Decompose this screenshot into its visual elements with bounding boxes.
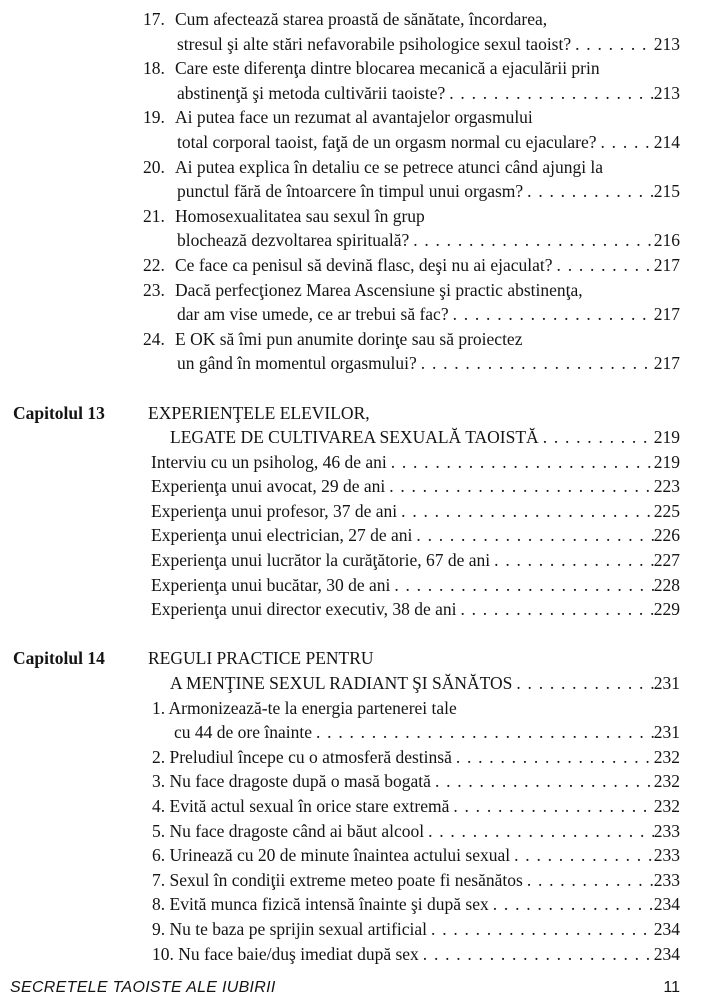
- page-ref: 217: [653, 304, 680, 325]
- entry-text: Experienţa unui profesor, 37 de ani: [151, 500, 398, 521]
- dot-leader: [514, 843, 654, 868]
- toc-question-18: [0, 56, 680, 81]
- section-spacer: [0, 622, 680, 647]
- page-ref: 213: [653, 33, 680, 54]
- question-number: 19.: [143, 107, 165, 128]
- question-text: E OK să îmi pun anumite dorinţe sau să proiectez: [175, 328, 523, 349]
- question-text: Ai putea explica în detaliu ce se petrece atunci când ajungi la: [175, 156, 604, 177]
- entry-text: 4. Evită actul sexual în orice stare extremă: [152, 796, 450, 816]
- chapter-label: Capitolul 13: [13, 402, 105, 423]
- question-text-cont: stresul şi alte stări nefavorabile psihologice sexul taoist?: [177, 33, 572, 54]
- chapter-label: Capitolul 14: [13, 648, 105, 669]
- question-text-cont: total corporal taoist, faţă de un orgasm normal cu ejaculare?: [177, 131, 597, 152]
- question-text-cont: un gând în momentul orgasmului?: [177, 353, 417, 374]
- chapter-13-heading: [0, 401, 680, 426]
- toc-question-17: [0, 7, 680, 32]
- toc-entry-bucatar: [0, 573, 680, 598]
- dot-leader: [543, 425, 654, 450]
- chapter-title: REGULI PRACTICE PENTRU: [148, 648, 374, 669]
- page-ref: 219: [653, 427, 680, 448]
- dot-leader: [494, 548, 654, 573]
- dot-leader: [428, 819, 654, 844]
- question-text-cont: dar am vise umede, ce ar trebui să fac?: [177, 304, 449, 325]
- question-text: Cum afectează starea proastă de sănătate, încordarea,: [175, 9, 548, 29]
- question-number: 24.: [143, 328, 165, 349]
- dot-leader: [456, 745, 654, 770]
- dot-leader: [557, 253, 654, 278]
- toc-entry-profesor: [0, 499, 680, 524]
- toc-question-20: [0, 155, 680, 180]
- page-ref: 215: [653, 181, 680, 202]
- page-ref: 234: [653, 894, 680, 915]
- page-ref: 216: [653, 230, 680, 251]
- entry-text: Experienţa unui lucrător la curăţătorie, 67 de ani: [151, 550, 491, 571]
- toc-entry-lucrator: [0, 548, 680, 573]
- page-ref: 231: [653, 673, 680, 694]
- toc-question-18-cont: [0, 81, 680, 106]
- toc-question-17-cont: [0, 32, 680, 57]
- toc-rule-3: [0, 769, 680, 794]
- toc-question-19-cont: [0, 130, 680, 155]
- entry-text: Experienţa unui avocat, 29 de ani: [151, 476, 386, 497]
- dot-leader: [435, 769, 654, 794]
- page-ref: 232: [653, 796, 680, 816]
- page-ref: 227: [653, 550, 680, 571]
- page-ref: 231: [653, 722, 680, 743]
- page-ref: 234: [653, 943, 680, 964]
- page-ref: 223: [653, 476, 680, 497]
- question-text: Ai putea face un rezumat al avantajelor orgasmului: [175, 107, 533, 128]
- folio-page-number: 11: [663, 979, 680, 996]
- entry-text: 9. Nu te baza pe sprijin sexual artificial: [152, 918, 428, 939]
- toc-question-21-cont: [0, 228, 680, 253]
- entry-text: 6. Urinează cu 20 de minute înaintea actului sexual: [152, 845, 511, 866]
- question-number: 22.: [143, 254, 165, 275]
- page-ref: 229: [653, 599, 680, 620]
- chapter-14-heading: [0, 646, 680, 671]
- page-ref: 217: [653, 353, 680, 374]
- question-text-cont: blochează dezvoltarea spirituală?: [177, 230, 410, 251]
- entry-text-cont: cu 44 de ore înainte: [174, 722, 313, 743]
- entry-text: 1. Armonizează-te la energia partenerei tale: [152, 697, 457, 718]
- toc-rule-1-cont: [0, 720, 680, 745]
- page-ref: 219: [653, 451, 680, 472]
- dot-leader: [516, 671, 653, 696]
- dot-leader: [601, 130, 654, 155]
- entry-text: Experienţa unui electrician, 27 de ani: [151, 525, 413, 546]
- page-ref: 225: [653, 500, 680, 521]
- entry-text: 5. Nu face dragoste când ai băut alcool: [152, 820, 425, 841]
- page-ref: 213: [653, 82, 680, 103]
- question-text: Care este diferenţa dintre blocarea mecanică a ejaculării prin: [175, 58, 600, 79]
- dot-leader: [391, 450, 654, 475]
- dot-leader: [401, 499, 654, 524]
- toc-question-23-cont: [0, 302, 680, 327]
- chapter-title: EXPERIENŢELE ELEVILOR,: [148, 402, 370, 423]
- page-ref: 214: [653, 131, 680, 152]
- dot-leader: [416, 523, 653, 548]
- page-ref: 233: [653, 845, 680, 866]
- question-text-cont: abstinenţă şi metoda cultivării taoiste?: [177, 82, 446, 103]
- page-ref: 217: [653, 254, 680, 275]
- entry-text: 7. Sexul în condiţii extreme meteo poate fi nesănătos: [152, 869, 523, 890]
- toc-rule-7: [0, 868, 680, 893]
- toc-entry-interviu-psiholog: [0, 450, 680, 475]
- entry-text: 2. Preludiul începe cu o atmosferă destinsă: [152, 746, 452, 767]
- dot-leader: [431, 917, 654, 942]
- entry-text: Experienţa unui director executiv, 38 de ani: [151, 599, 457, 620]
- dot-leader: [394, 573, 653, 598]
- toc-entry-avocat: [0, 474, 680, 499]
- dot-leader: [316, 720, 654, 745]
- entry-text: 10. Nu face baie/duş imediat după sex: [152, 943, 419, 964]
- dot-leader: [527, 868, 654, 893]
- section-spacer: [0, 376, 680, 401]
- question-text: Homosexualitatea sau sexul în grup: [175, 205, 425, 226]
- dot-leader: [493, 892, 654, 917]
- dot-leader: [389, 474, 654, 499]
- dot-leader: [413, 228, 654, 253]
- page-ref: 234: [653, 918, 680, 939]
- running-title: SECRETELE TAOISTE ALE IUBIRII: [10, 979, 276, 996]
- toc-question-22: [0, 253, 680, 278]
- chapter-title-cont: A MENŢINE SEXUL RADIANT ŞI SĂNĂTOS: [170, 673, 513, 694]
- toc-rule-10: [0, 942, 680, 967]
- question-text: Dacă perfecţionez Marea Ascensiune şi practic abstinenţa,: [175, 279, 583, 300]
- chapter-13-heading-cont: [0, 425, 680, 450]
- chapter-14-heading-cont: [0, 671, 680, 696]
- question-text: Ce face ca penisul să devină flasc, deşi nu ai ejaculat?: [175, 254, 553, 275]
- chapter-title-cont: LEGATE DE CULTIVAREA SEXUALĂ TAOISTĂ: [170, 427, 539, 448]
- toc-entry-electrician: [0, 523, 680, 548]
- page-ref: 232: [653, 771, 680, 792]
- entry-text: Experienţa unui bucătar, 30 de ani: [151, 574, 391, 595]
- entry-text: 8. Evită munca fizică intensă înainte şi după sex: [152, 894, 489, 915]
- toc-rule-5: [0, 819, 680, 844]
- question-number: 23.: [143, 279, 165, 300]
- dot-leader: [449, 81, 653, 106]
- dot-leader: [575, 32, 654, 57]
- page-ref: 233: [653, 820, 680, 841]
- toc-entry-director: [0, 597, 680, 622]
- toc-question-23: [0, 278, 680, 303]
- question-number: 17.: [143, 9, 165, 29]
- entry-text: Interviu cu un psiholog, 46 de ani: [151, 451, 387, 472]
- toc-question-20-cont: [0, 179, 680, 204]
- page-ref: 228: [653, 574, 680, 595]
- question-number: 21.: [143, 205, 165, 226]
- entry-text: 3. Nu face dragoste după o masă bogată: [152, 771, 431, 792]
- dot-leader: [453, 302, 654, 327]
- question-number: 18.: [143, 58, 165, 79]
- toc-question-24: [0, 327, 680, 352]
- dot-leader: [527, 179, 654, 204]
- dot-leader: [453, 794, 653, 819]
- toc-question-24-cont: [0, 351, 680, 376]
- toc-rule-9: [0, 917, 680, 942]
- dot-leader: [423, 942, 654, 967]
- toc-rule-8: [0, 892, 680, 917]
- dot-leader: [421, 351, 654, 376]
- page-footer: [10, 978, 680, 998]
- toc-rule-1: [0, 696, 680, 721]
- toc-rule-6: [0, 843, 680, 868]
- toc-question-19: [0, 105, 680, 130]
- page-ref: 226: [653, 525, 680, 546]
- page-ref: 232: [653, 746, 680, 767]
- toc-rule-4: [0, 794, 680, 819]
- question-number: 20.: [143, 156, 165, 177]
- toc-question-21: [0, 204, 680, 229]
- toc-rule-2: [0, 745, 680, 770]
- page-ref: 233: [653, 869, 680, 890]
- question-text-cont: punctul fără de întoarcere în timpul unui orgasm?: [177, 181, 524, 202]
- dot-leader: [460, 597, 653, 622]
